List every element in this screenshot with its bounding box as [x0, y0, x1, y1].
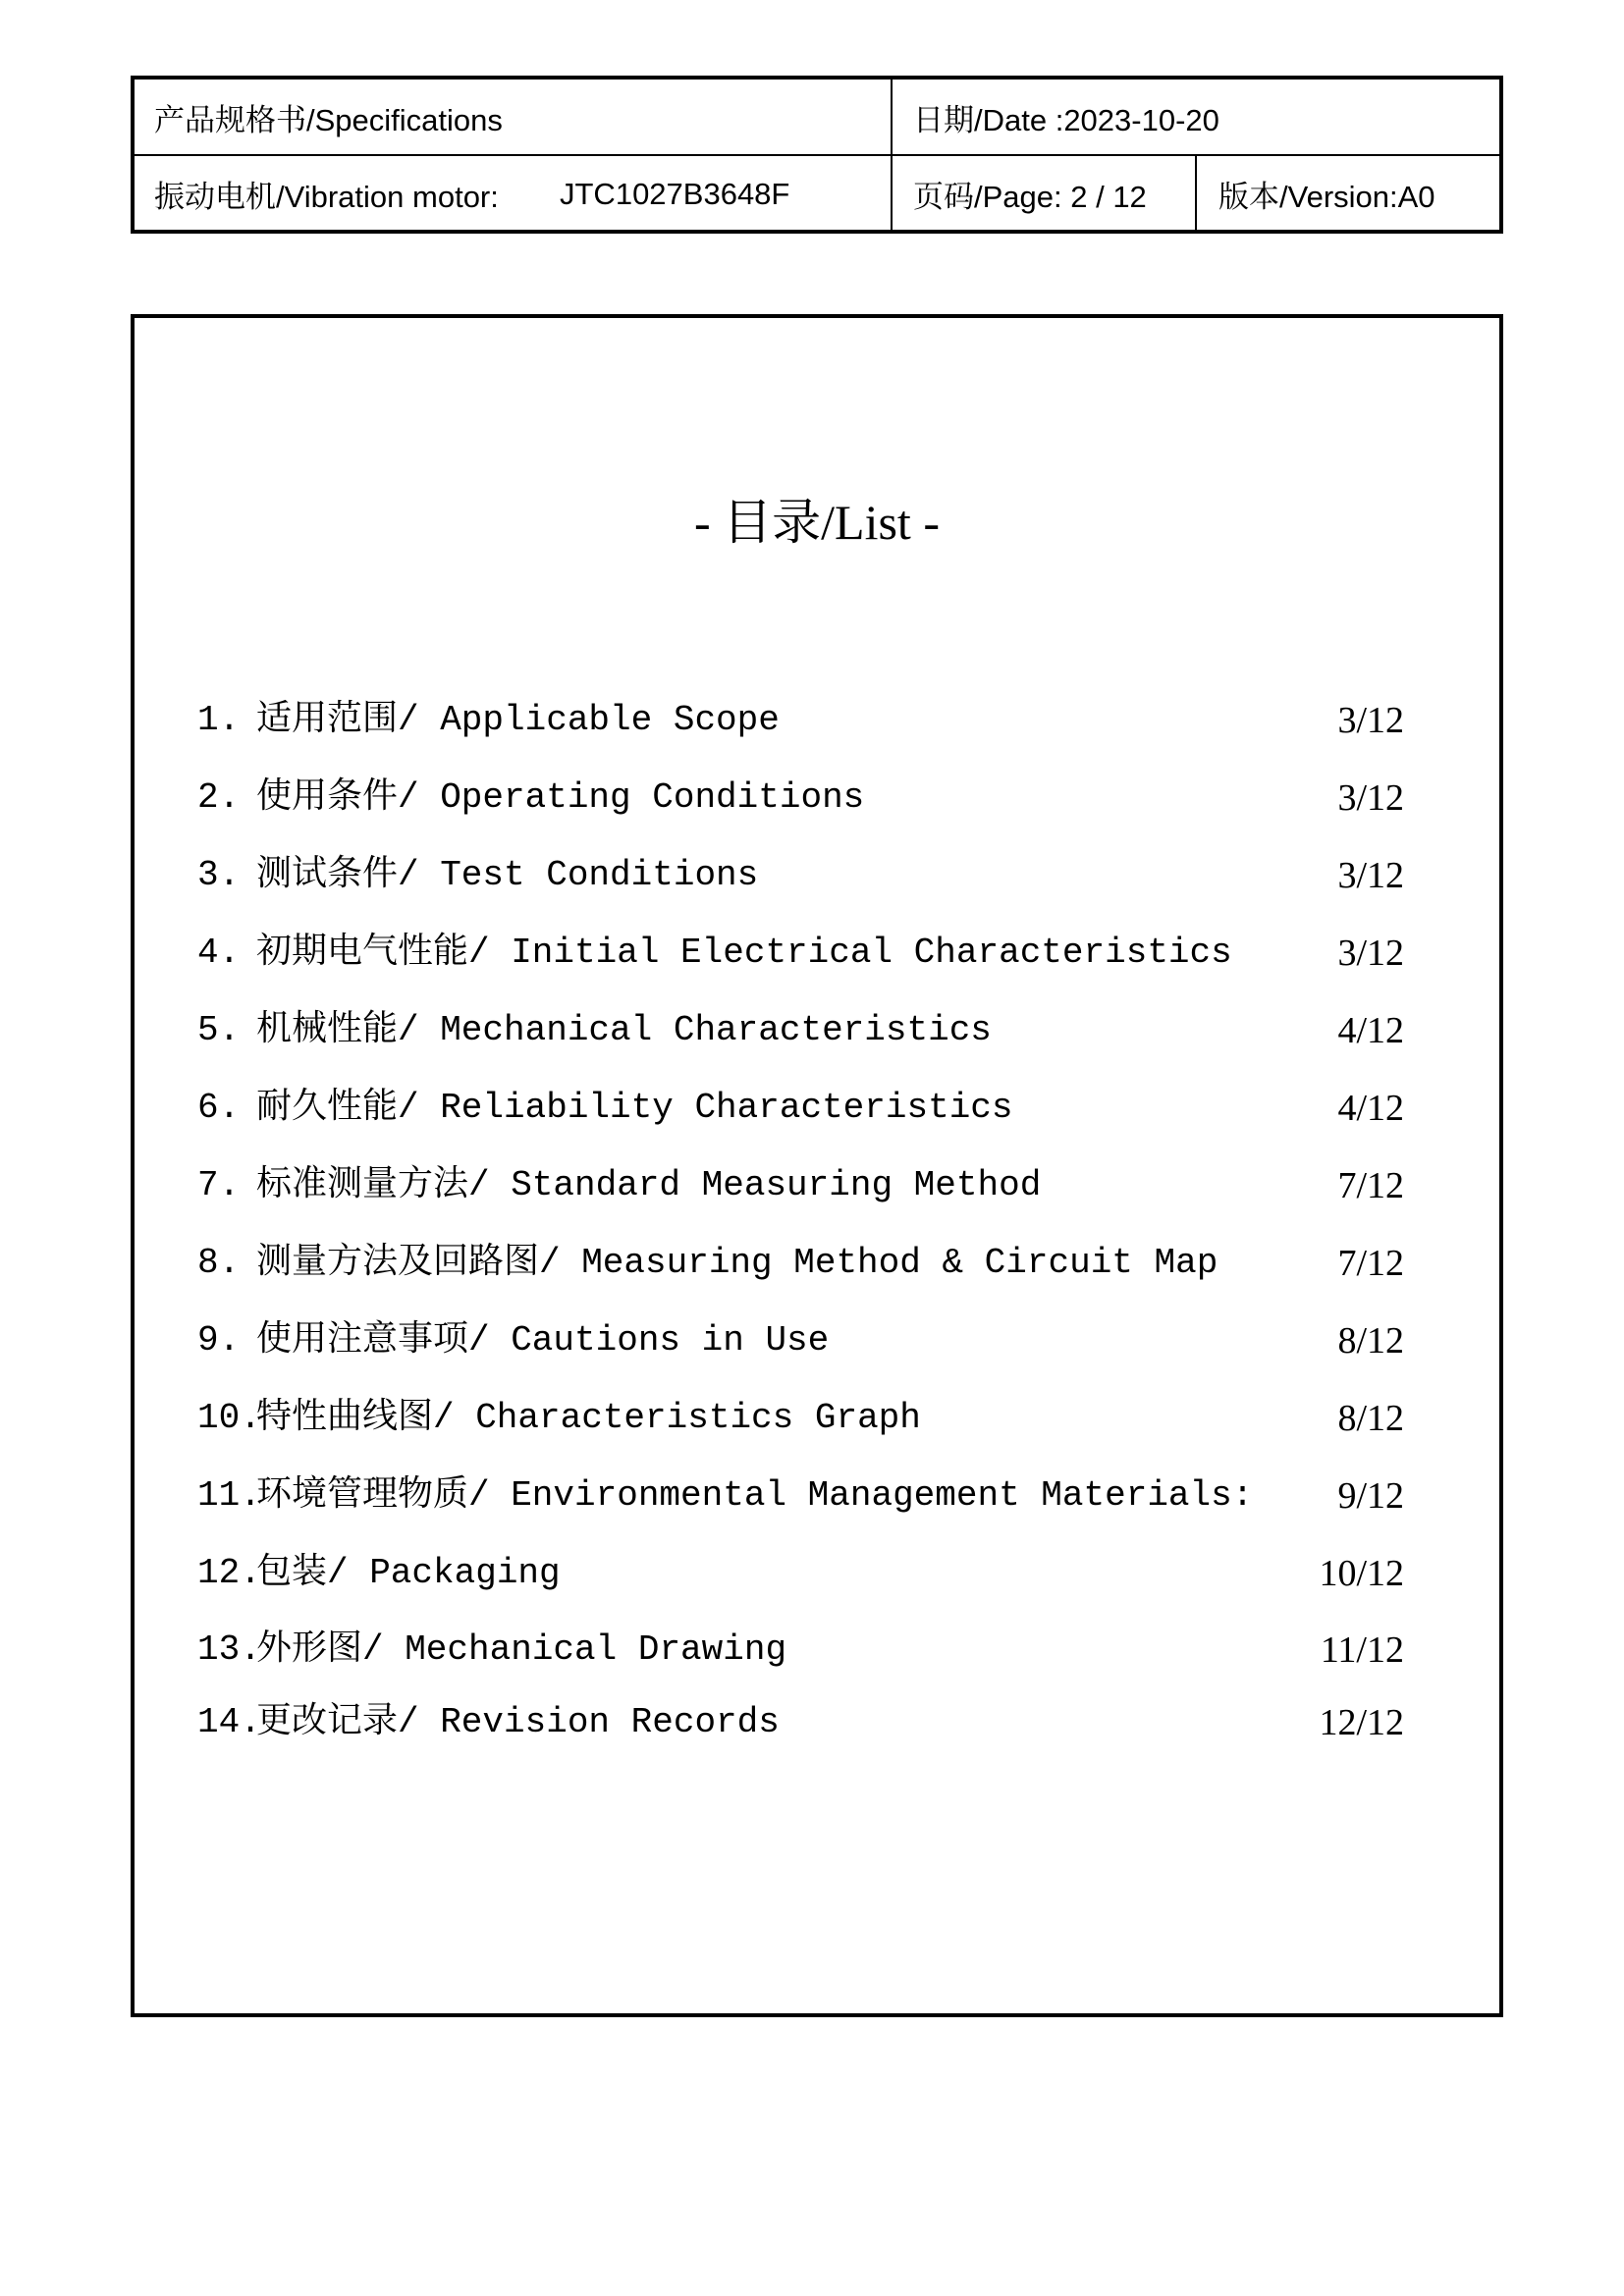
- toc-item-label: 外形图/ Mechanical Drawing: [256, 1629, 787, 1670]
- toc-item[interactable]: [135, 1389, 1499, 1448]
- toc-item-number: 12.: [197, 1553, 261, 1593]
- model-number: JTC1027B3648F: [560, 176, 790, 211]
- toc-item-page: 9/12: [1337, 1475, 1404, 1517]
- page-label: 页码/Page: 2 / 12: [913, 180, 1147, 214]
- toc-item-number: 9.: [197, 1320, 241, 1361]
- toc-title: - 目录/List -: [694, 495, 940, 550]
- toc-item[interactable]: [135, 1001, 1499, 1060]
- toc-item-number: 4.: [197, 933, 241, 973]
- toc-item[interactable]: [135, 691, 1499, 750]
- header-col-divider: [891, 80, 893, 230]
- toc-item-number: 6.: [197, 1088, 241, 1128]
- toc-item-label: 特性曲线图/ Characteristics Graph: [256, 1398, 921, 1438]
- toc-item-label: 机械性能/ Mechanical Characteristics: [256, 1010, 992, 1050]
- toc-item-label: 测试条件/ Test Conditions: [256, 855, 759, 895]
- toc-item-number: 13.: [197, 1629, 261, 1670]
- toc-item[interactable]: [135, 769, 1499, 828]
- toc-item-page: 11/12: [1320, 1629, 1404, 1671]
- toc-item[interactable]: [135, 1079, 1499, 1138]
- toc-item-label: 环境管理物质/ Environmental Management Materials:: [256, 1475, 1254, 1516]
- toc-item[interactable]: [135, 1693, 1499, 1752]
- toc-item[interactable]: [135, 1544, 1499, 1603]
- toc-item[interactable]: [135, 924, 1499, 983]
- toc-item-number: 10.: [197, 1398, 261, 1438]
- toc-item[interactable]: [135, 1621, 1499, 1680]
- toc-item-number: 14.: [197, 1702, 261, 1742]
- spec-label: 产品规格书/Specifications: [154, 102, 503, 137]
- toc-item-number: 2.: [197, 777, 241, 818]
- toc-item-page: 3/12: [1337, 700, 1404, 741]
- toc-item-number: 1.: [197, 700, 241, 740]
- toc-item-number: 8.: [197, 1243, 241, 1283]
- date-label: 日期/Date :2023-10-20: [913, 102, 1219, 137]
- toc-item-number: 3.: [197, 855, 241, 895]
- version-label: 版本/Version:A0: [1218, 180, 1435, 214]
- toc-item-number: 11.: [197, 1475, 261, 1516]
- toc-item-label: 标准测量方法/ Standard Measuring Method: [256, 1165, 1042, 1205]
- toc-item[interactable]: [135, 1234, 1499, 1293]
- toc-item-page: 7/12: [1337, 1165, 1404, 1206]
- toc-item-label: 使用注意事项/ Cautions in Use: [256, 1320, 830, 1361]
- toc-item-label: 包装/ Packaging: [256, 1553, 561, 1593]
- toc-item-number: 5.: [197, 1010, 241, 1050]
- toc-item-page: 12/12: [1319, 1702, 1404, 1743]
- toc-item-label: 测量方法及回路图/ Measuring Method & Circuit Map: [256, 1243, 1218, 1283]
- toc-item-label: 适用范围/ Applicable Scope: [256, 700, 780, 740]
- toc-item-label: 耐久性能/ Reliability Characteristics: [256, 1088, 1013, 1128]
- toc-item-page: 3/12: [1337, 855, 1404, 896]
- toc-item[interactable]: [135, 1311, 1499, 1370]
- toc-item[interactable]: [135, 1156, 1499, 1215]
- motor-label: 振动电机/Vibration motor:: [154, 180, 499, 214]
- toc-item-page: 4/12: [1337, 1088, 1404, 1129]
- toc-item-page: 7/12: [1337, 1243, 1404, 1284]
- toc-item-label: 更改记录/ Revision Records: [256, 1702, 780, 1742]
- toc-frame: [131, 314, 1503, 2017]
- toc-item[interactable]: [135, 1467, 1499, 1525]
- toc-item-page: 3/12: [1337, 777, 1404, 819]
- toc-item-page: 4/12: [1337, 1010, 1404, 1051]
- toc-item-number: 7.: [197, 1165, 241, 1205]
- toc-item-page: 3/12: [1337, 933, 1404, 974]
- toc-item-page: 8/12: [1337, 1398, 1404, 1439]
- toc-item[interactable]: [135, 846, 1499, 905]
- toc-item-label: 初期电气性能/ Initial Electrical Characteristics: [256, 933, 1232, 973]
- toc-item-label: 使用条件/ Operating Conditions: [256, 777, 865, 818]
- toc-item-page: 8/12: [1337, 1320, 1404, 1362]
- header-col-divider-bottom: [1195, 156, 1197, 230]
- header-table: [131, 76, 1503, 234]
- toc-item-page: 10/12: [1319, 1553, 1404, 1594]
